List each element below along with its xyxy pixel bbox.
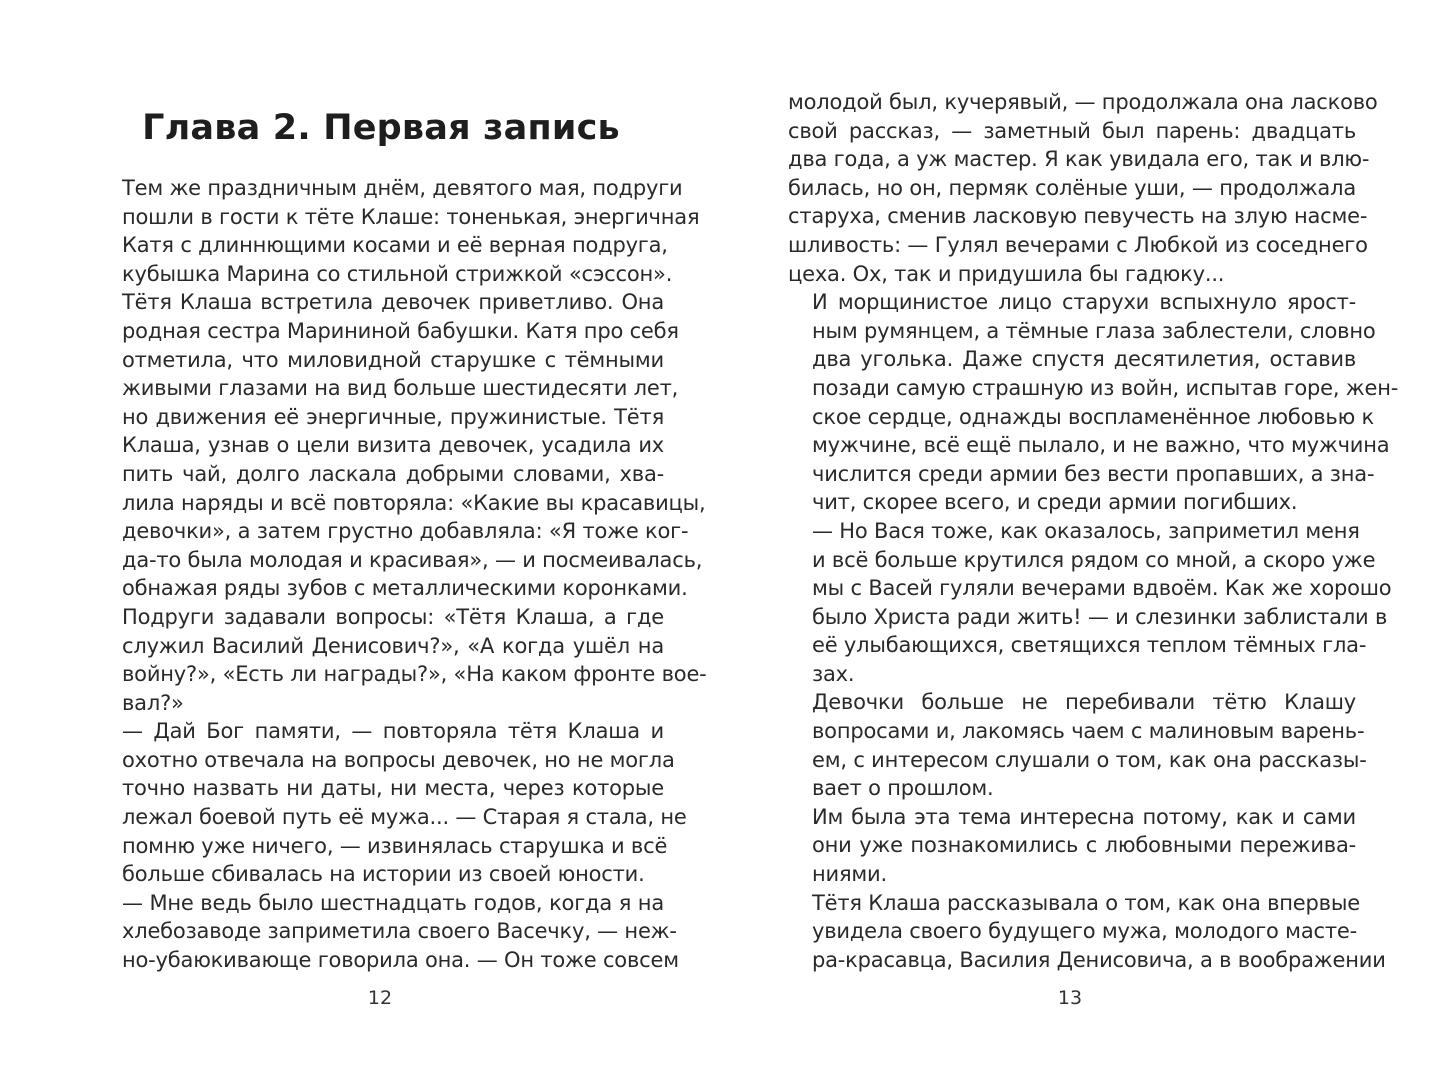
- paragraph: [98, 889, 679, 975]
- text-line: родная сестра Марининой бабушки. Катя про себя: [122, 318, 679, 343]
- text-line: Девочки больше не перебивали тётю Клашу: [812, 690, 1356, 715]
- text-line: билась, но он, пермяк солёные уши, — продолжала: [788, 175, 1356, 200]
- text-line: мы с Васей гуляли вечерами вдвоём. Как же хорошо: [812, 576, 1392, 601]
- text-line: вает о прошлом.: [812, 776, 994, 801]
- text-line: — Мне ведь было шестнадцать годов, когда я на: [122, 890, 664, 915]
- paragraph: [98, 174, 700, 288]
- text-line: ем, с интересом слушали о том, как она рассказы-: [812, 747, 1367, 772]
- text-line: вал?»: [122, 690, 184, 715]
- text-line: войну?», «Есть ли награды?», «На каком фронте вое-: [122, 662, 707, 687]
- text-line: чит, скорее всего, и среди армии погибших.: [812, 490, 1298, 515]
- text-line: два уголька. Даже спустя десятилетия, оставив: [812, 347, 1356, 372]
- text-line: увидела своего будущего мужа, молодого масте-: [812, 919, 1357, 944]
- text-line: охотно отвечала на вопросы девочек, но не могла: [122, 747, 675, 772]
- text-line: старуха, сменив ласковую певучесть на злую насме-: [788, 204, 1368, 229]
- text-line: И морщинистое лицо старухи вспыхнуло ярост-: [812, 290, 1356, 315]
- text-line: живыми глазами на вид больше шестидесяти лет,: [122, 376, 679, 401]
- text-line: цеха. Ох, так и придушила бы гадюку...: [788, 261, 1225, 286]
- text-line: — Дай Бог памяти, — повторяла тётя Клаша и: [122, 719, 664, 744]
- text-line: Тётя Клаша рассказывала о том, как она впервые: [812, 890, 1360, 915]
- paragraph: [788, 688, 1367, 802]
- paragraph: [98, 717, 687, 889]
- text-line: Им была эта тема интересна потому, как и сами: [812, 804, 1356, 829]
- paragraph: [98, 288, 706, 603]
- text-line: позади самую страшную из войн, испытав горе, жен-: [812, 375, 1399, 400]
- text-line: вопросами и, лакомясь чаем с малиновым варень-: [812, 719, 1365, 744]
- text-line: числится среди армии без вести пропавших, а зна-: [812, 461, 1375, 486]
- right-page-text: [788, 88, 1399, 974]
- paragraph: [788, 288, 1399, 517]
- text-line: отметила, что миловидной старушке с тёмными: [122, 347, 664, 372]
- text-line: шливость: — Гулял вечерами с Любкой из соседнего: [788, 232, 1368, 257]
- text-line: они уже познакомились с любовными пережива-: [812, 833, 1356, 858]
- text-line: пошли в гости к тёте Клаше: тоненькая, энергичная: [122, 204, 700, 229]
- text-line: обнажая ряды зубов с металлическими коронками.: [122, 576, 688, 601]
- text-line: ра-красавца, Василия Денисовича, а в воображении: [812, 947, 1386, 972]
- text-line: да-то была молодая и красивая», — и посмеивалась,: [122, 547, 703, 572]
- text-line: Тем же праздничным днём, девятого мая, подруги: [122, 176, 683, 200]
- paragraph: [788, 803, 1356, 889]
- text-line: Тётя Клаша встретила девочек приветливо. Она: [122, 290, 664, 315]
- text-line: её улыбающихся, светящихся теплом тёмных гла-: [812, 633, 1367, 658]
- text-line: служил Василий Денисович?», «А когда ушёл на: [122, 633, 664, 658]
- text-line: ское сердце, однажды воспламенённое любовью к: [812, 404, 1375, 429]
- text-line: девочки», а затем грустно добавляла: «Я тоже ког-: [122, 519, 689, 544]
- left-page-text: [98, 174, 707, 975]
- text-line: — Но Вася тоже, как оказалось, заприметил меня: [812, 518, 1360, 543]
- text-line: Клаша, узнав о цели визита девочек, усадила их: [122, 433, 664, 458]
- text-line: лежал боевой путь её мужа... — Старая я стала, не: [122, 805, 687, 830]
- text-line: кубышка Марина со стильной стрижкой «сэссон».: [122, 261, 673, 286]
- text-line: пить чай, долго ласкала добрыми словами, хва-: [122, 461, 664, 486]
- text-line: хлебозаводе заприметила своего Васечку, — неж-: [122, 919, 677, 944]
- paragraph: [98, 603, 707, 717]
- chapter-title: Глава 2. Первая запись: [142, 108, 620, 148]
- right-page: [722, 0, 1444, 1080]
- text-line: ным румянцем, а тёмные глаза заблестели, словно: [812, 318, 1376, 343]
- paragraph: [788, 889, 1386, 975]
- page-number-right: 13: [1057, 987, 1083, 1009]
- paragraph: [788, 88, 1378, 288]
- text-line: точно назвать ни даты, ни места, через которые: [122, 776, 664, 801]
- text-line: лила наряды и всё повторяла: «Какие вы красавицы,: [122, 490, 706, 515]
- text-line: зах.: [812, 661, 855, 686]
- paragraph: [788, 517, 1392, 689]
- text-line: Подруги задавали вопросы: «Тётя Клаша, а где: [122, 604, 664, 629]
- text-line: два года, а уж мастер. Я как увидала его, так и влю-: [788, 147, 1370, 172]
- text-line: помню уже ничего, — извинялась старушка и всё: [122, 833, 668, 858]
- text-line: ниями.: [812, 862, 887, 887]
- text-line: больше сбивалась на истории из своей юности.: [122, 862, 645, 887]
- text-line: молодой был, кучерявый, — продолжала она ласково: [788, 90, 1378, 114]
- page-number-left: 12: [367, 987, 393, 1009]
- text-line: Катя с длиннющими косами и её верная подруга,: [122, 233, 668, 258]
- text-line: но-убаюкивающе говорила она. — Он тоже совсем: [122, 948, 679, 973]
- text-line: и всё больше крутился рядом со мной, а скоро уже: [812, 547, 1376, 572]
- text-line: свой рассказ, — заметный был парень: двадцать: [788, 118, 1356, 143]
- text-line: но движения её энергичные, пружинистые. Тётя: [122, 404, 664, 429]
- text-line: было Христа ради жить! — и слезинки заблистали в: [812, 604, 1388, 629]
- text-line: мужчине, всё ещё пылало, и не важно, что мужчина: [812, 433, 1390, 458]
